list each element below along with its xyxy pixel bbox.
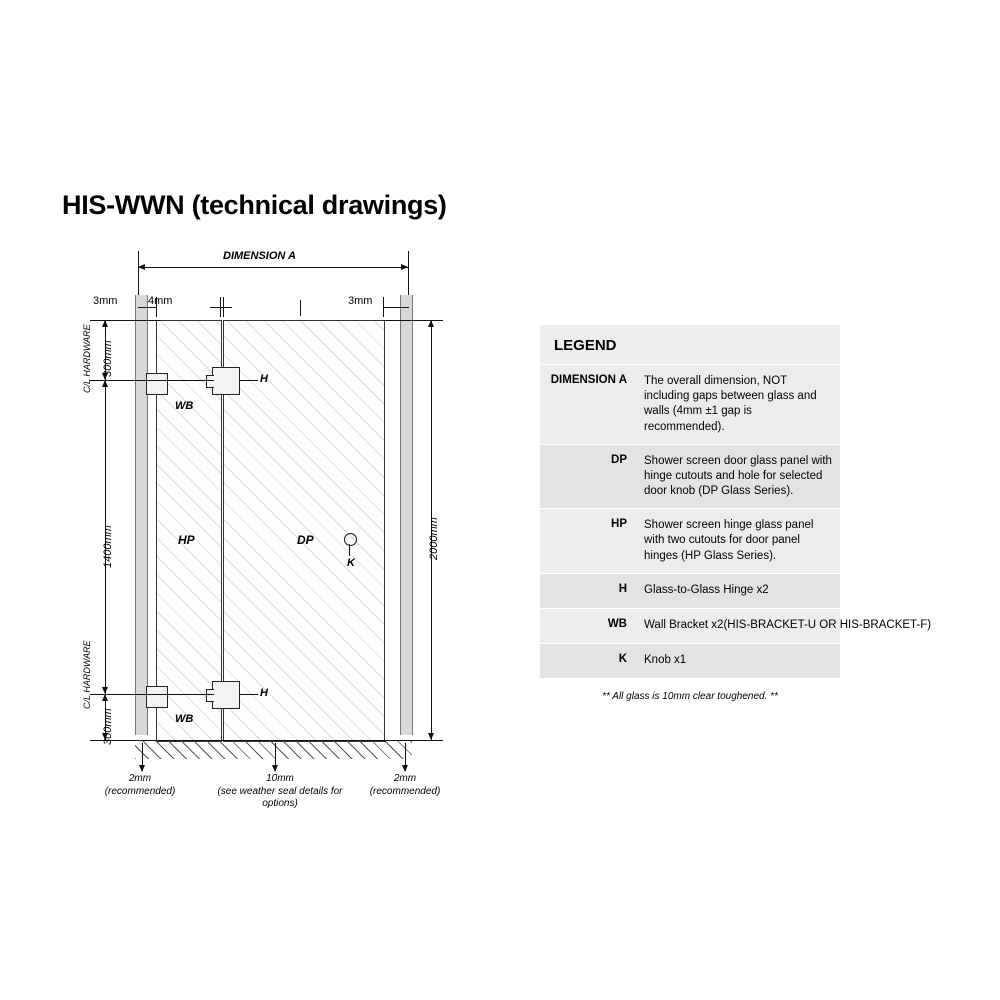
dim-ext-right bbox=[408, 251, 409, 297]
legend-row bbox=[540, 445, 840, 510]
bottom-right-value: 2mm bbox=[393, 773, 417, 784]
hinge-top-tag: H bbox=[260, 373, 268, 385]
wall-left bbox=[135, 295, 148, 735]
legend-key: H bbox=[618, 582, 627, 595]
vdim-2000-arrow-down bbox=[428, 733, 434, 740]
bracket-bottom-tag: WB bbox=[175, 713, 194, 725]
glass-hinge-bottom bbox=[212, 681, 240, 709]
vdim-1400-arrow-down bbox=[102, 687, 108, 694]
dimension-a-arrow-right bbox=[401, 264, 408, 270]
legend-value: Wall Bracket x2(HIS-BRACKET-U OR HIS-BRACKET-F) bbox=[644, 618, 932, 631]
legend-row bbox=[540, 509, 840, 574]
door-panel-label: DP bbox=[297, 533, 314, 547]
bottom-center-subnote: (see weather seal details for options) bbox=[217, 785, 343, 809]
bottom-center-value: 10mm bbox=[266, 773, 294, 784]
gap-left-label: 3mm bbox=[93, 295, 118, 307]
legend-key: DP bbox=[611, 453, 627, 466]
vdim-ext-top bbox=[90, 320, 160, 321]
legend-value: Knob x1 bbox=[644, 653, 687, 666]
center-tick bbox=[300, 300, 301, 316]
knob-leader bbox=[349, 544, 350, 556]
gap-mid-ext-b bbox=[223, 297, 224, 317]
door-knob-icon bbox=[344, 533, 357, 546]
dim-ext-left bbox=[138, 251, 139, 297]
floor-hatch bbox=[135, 740, 412, 759]
bottom-center-arrow bbox=[272, 765, 278, 772]
hinge-top-leader bbox=[240, 380, 258, 381]
vdim-1400-label: 1400mm bbox=[102, 525, 114, 568]
legend-value: Shower screen hinge glass panel with two cutouts for door panel hinges (HP Glass Series). bbox=[644, 519, 814, 562]
gap-mid-label: 4mm bbox=[148, 295, 173, 307]
dimension-a-line bbox=[138, 267, 408, 268]
legend-row bbox=[540, 365, 840, 445]
vdim-ext-hw-bottom bbox=[90, 694, 214, 695]
bottom-left-note bbox=[90, 773, 190, 798]
hinge-panel-label: HP bbox=[178, 533, 195, 547]
wall-bracket-bottom bbox=[146, 686, 168, 708]
gap-mid-ext-a bbox=[220, 297, 221, 317]
hinge-bottom-leader bbox=[240, 694, 258, 695]
vdim-300-bottom-arrow-up bbox=[102, 694, 108, 701]
page-title: HIS-WWN (technical drawings) bbox=[62, 190, 447, 220]
legend-row bbox=[540, 609, 932, 644]
gap-right-label: 3mm bbox=[348, 295, 373, 307]
gap-left-line bbox=[138, 307, 156, 308]
vdim-right-ext-top bbox=[383, 320, 443, 321]
technical-drawing bbox=[60, 245, 520, 845]
vdim-2000-arrow-up bbox=[428, 320, 434, 327]
bottom-right-note bbox=[355, 773, 455, 798]
legend-value: Shower screen door glass panel with hinge cutouts and hole for selected door knob (DP Glass Series). bbox=[644, 454, 832, 498]
bottom-left-value: 2mm bbox=[128, 773, 152, 784]
vdim-ext-hw-top bbox=[90, 380, 214, 381]
dimension-a-arrow-left bbox=[138, 264, 145, 270]
legend-key: K bbox=[618, 652, 627, 665]
vdim-hardware-note-top: C/L HARDWARE bbox=[82, 324, 92, 393]
knob-tag: K bbox=[347, 557, 355, 569]
legend-key: DIMENSION A bbox=[550, 374, 627, 386]
wall-bracket-top bbox=[146, 373, 168, 395]
vdim-300-top-label: 300mm bbox=[102, 340, 114, 377]
legend-footer-note: ** All glass is 10mm clear toughened. ** bbox=[540, 679, 840, 716]
glass-hinge-top bbox=[212, 367, 240, 395]
vdim-1400-arrow-up bbox=[102, 380, 108, 387]
door-glass-panel bbox=[223, 320, 385, 742]
gap-right-ext bbox=[383, 297, 384, 317]
legend-value: Glass-to-Glass Hinge x2 bbox=[644, 583, 769, 596]
bottom-left-arrow bbox=[139, 765, 145, 772]
vdim-2000-label: 2000mm bbox=[428, 517, 440, 560]
legend-value: The overall dimension, NOT including gaps between glass and walls (4mm ±1 gap is recommended). bbox=[644, 375, 817, 433]
bottom-center-note bbox=[215, 773, 345, 811]
legend-key: WB bbox=[607, 617, 627, 630]
legend-row bbox=[540, 644, 840, 679]
gap-right-line bbox=[383, 307, 409, 308]
legend-panel bbox=[540, 325, 932, 716]
vdim-hardware-note-bottom: C/L HARDWARE bbox=[82, 640, 92, 709]
bracket-top-tag: WB bbox=[175, 400, 194, 412]
legend-row bbox=[540, 574, 840, 609]
bottom-right-arrow bbox=[402, 765, 408, 772]
vdim-300-bottom-label: 300mm bbox=[102, 708, 114, 745]
legend-title: LEGEND bbox=[540, 325, 840, 365]
dimension-a-label: DIMENSION A bbox=[223, 250, 296, 262]
gap-mid-line bbox=[210, 307, 232, 308]
vdim-300-top-arrow-up bbox=[102, 320, 108, 327]
hinge-bottom-tag: H bbox=[260, 687, 268, 699]
wall-right bbox=[400, 295, 413, 735]
bottom-right-subnote: (recommended) bbox=[369, 785, 441, 797]
bottom-left-subnote: (recommended) bbox=[104, 785, 176, 797]
legend-key: HP bbox=[611, 518, 627, 531]
